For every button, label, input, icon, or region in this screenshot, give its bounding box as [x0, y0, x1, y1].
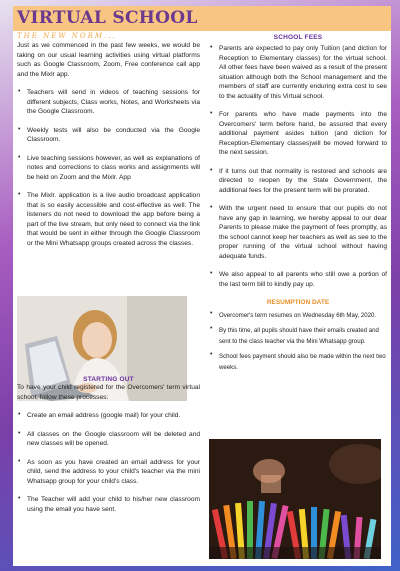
list-item: • By this time, all pupils should have their emails created and sent to the class teacher via the Mini Whatsapp group. — [209, 325, 387, 347]
starting-out-heading: STARTING OUT — [83, 376, 134, 383]
resumption-list — [209, 310, 387, 373]
tagline: THE NEW NORM... — [17, 32, 117, 40]
list-item: • With the urgent need to ensure that our pupils do not have any gap in learning, we hereby appeal to our dear Parents to please make the payment of fees promptly, as the school cannot keep her teachers as well as see to the proper running of the virtual school without having adequate funds. — [209, 204, 387, 261]
list-item: • All classes on the Google classroom will be deleted and new classes will be opened. — [17, 430, 200, 449]
list-item: • The Mixlr. application is a live audio broadcast application that is so easily accessible and cost-effective as well. The listeners do not need to download the app before being a part of the live stream, but only need to connect via the link that would be sent in either through the Google Classroom or the Mini Whatsapp groups created across the classes. — [17, 191, 200, 248]
list-item: • For parents who have made payments into the Overcomers' term before hand, be assured that every additional payment asides tuition (and diction for Reception-Elementary classes)will be moved forward to the next session. — [209, 110, 387, 158]
list-item: • School fees payment should also be made within the next two weeks. — [209, 351, 387, 373]
starting-out-section — [17, 376, 200, 514]
left-column — [17, 32, 200, 248]
registration-steps — [17, 411, 200, 514]
resumption-date-heading: RESUMPTION DATE — [266, 299, 330, 306]
crayons-photo — [209, 439, 381, 559]
page-title: VIRTUAL SCHOOL — [17, 8, 198, 28]
crayons-illustration — [209, 439, 381, 559]
right-column — [209, 32, 387, 373]
list-item: • Overcomer's term resumes on Wednesday 6th May, 2020. — [209, 310, 387, 321]
newsletter-page — [13, 6, 391, 566]
header-band — [13, 6, 391, 31]
list-item: • We also appeal to all parents who still owe a portion of the last term bill to kindly pay up. — [209, 270, 387, 289]
list-item: • Teachers will send in videos of teaching sessions for different subjects, Class works, Notes, and Worksheets via the Google Classroom. — [17, 88, 200, 117]
fees-list — [209, 44, 387, 289]
starting-out-intro: To have your child registered for the Overcomers' term virtual school, follow these processes: — [17, 384, 200, 401]
school-fees-heading: SCHOOL FEES — [273, 34, 323, 41]
list-item: • Live teaching sessions however, as well as explanations of notes and corrections to class works and assignments will be held on Zoom and the Mixlr. App — [17, 154, 200, 183]
list-item: • As soon as you have created an email address for your child, send the address to your child's teacher via the mini Whatsapp group for your child's class. — [17, 458, 200, 487]
intro-paragraph: Just as we commenced in the past few weeks, we would be taking on our usual learning activities using virtual platforms such as Google Classroom, Zoom, Free conference call app and the Mixlr app. — [17, 42, 200, 78]
list-item: • Parents are expected to pay only Tuition (and diction for Reception to Elementary classes) for the virtual school. All other fees have been waived as a result of the present situation although both the School management and the members of staff are currently enduring extra cost to see to the actuality of this Virtual school. — [209, 44, 387, 101]
platform-list — [17, 88, 200, 248]
list-item: • If it turns out that normality is restored and schools are directed to reopen by the State Government, the additional fees for the present term will be prorated. — [209, 167, 387, 196]
list-item: • Weekly tests will also be conducted via the Google Classroom. — [17, 126, 200, 145]
list-item: • Create an email address (google mail) for your child. — [17, 411, 200, 421]
list-item: • The Teacher will add your child to his/her new classroom using the email you have sent. — [17, 495, 200, 514]
